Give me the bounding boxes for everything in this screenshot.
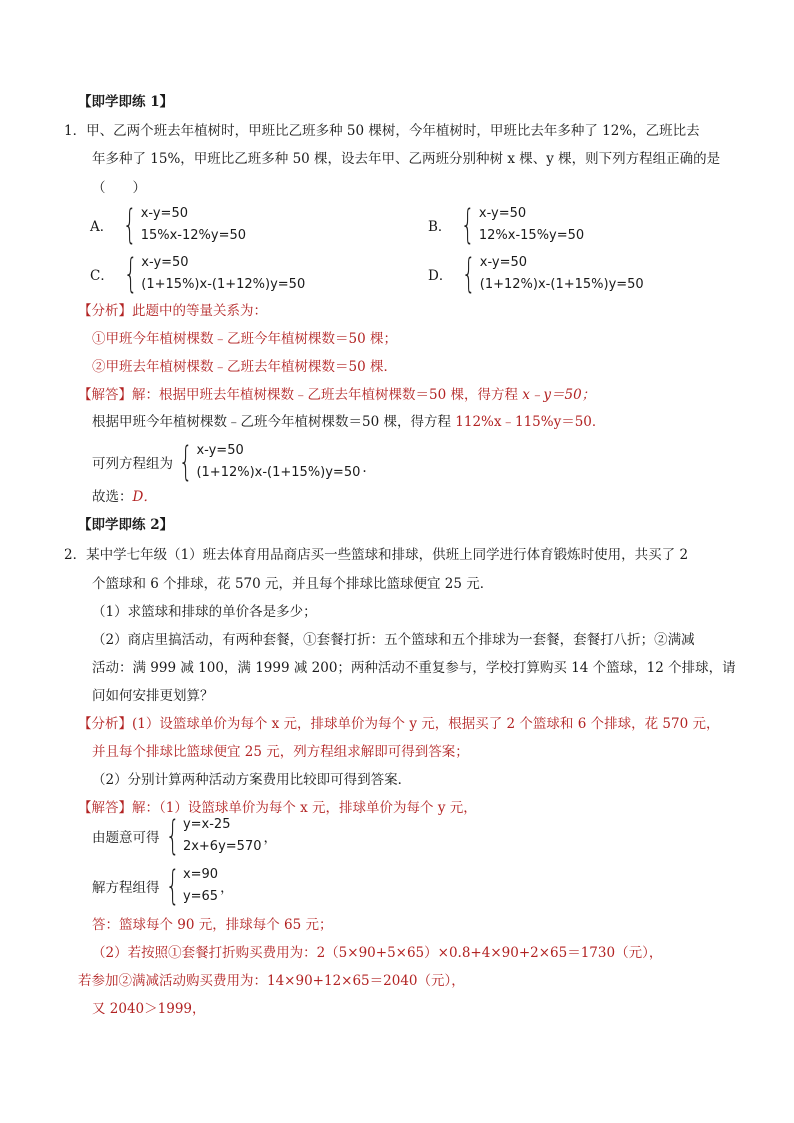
system1-suffix: ， bbox=[263, 830, 277, 846]
system1-eq2: 2x+6y=570 bbox=[182, 839, 262, 854]
question1-line3: （ ） bbox=[92, 180, 146, 196]
answer1-line1 bbox=[78, 385, 595, 405]
option-c-label: C． bbox=[90, 268, 114, 284]
answer1-line1-text: 【解答】解：根据甲班去年植树棵数﹣乙班去年植树棵数＝50 棵，得方程 bbox=[78, 387, 523, 403]
answer1-line2 bbox=[92, 412, 605, 432]
answer1-line1-eq: x﹣y＝50； bbox=[522, 387, 596, 403]
relation-2: ②甲班去年植树棵数﹣乙班去年植树棵数＝50 棵． bbox=[92, 359, 397, 375]
answer2-line1: 【解答】解：（1）设篮球单价为每个 x 元，排球单价为每个 y 元， bbox=[78, 800, 477, 816]
choice-prefix: 故选： bbox=[92, 489, 133, 505]
analysis2-line2: 并且每个排球比篮球便宜 25 元，列方程组求解即可得到答案； bbox=[92, 744, 469, 760]
answer1-line2-text: 根据甲班今年植树棵数﹣乙班今年植树棵数＝50 棵，得方程 bbox=[92, 414, 456, 430]
brace-icon: { bbox=[461, 202, 476, 248]
analysis1-heading: 【分析】此题中的等量关系为： bbox=[78, 303, 267, 319]
answer1-system-eq2: (1+12%)x-(1+15%)y=50 bbox=[196, 465, 361, 480]
system2-eq2: y=65 bbox=[182, 889, 219, 904]
section2-heading: 【即学即练 2】 bbox=[78, 517, 174, 533]
answer1-system bbox=[92, 440, 367, 484]
question2-line1: 2．某中学七年级（1）班去体育用品商店买一些篮球和排球，供班上同学进行体育锻炼时使用，共买了 2 bbox=[64, 547, 689, 563]
calc-line3: 又 2040＞1999， bbox=[92, 1001, 206, 1017]
option-d-eq2: (1+12%)x-(1+15%)y=50 bbox=[479, 277, 644, 292]
analysis2-line3: （2）分别计算两种活动方案费用比较即可得到答案． bbox=[92, 772, 412, 788]
question1-line2: 年多种了 15%，甲班比乙班多种 50 棵，设去年甲、乙两班分别种树 x 棵、y 棵，则下列方程组正确的是 bbox=[92, 151, 721, 167]
analysis2-line1: 【分析】(1）设篮球单价为每个 x 元，排球单价为每个 y 元，根据买了 2 个篮球和 6 个排球，花 570 元， bbox=[78, 716, 720, 732]
option-a-eq1: x-y=50 bbox=[140, 206, 188, 221]
calc-line1: （2）若按照①套餐打折购买费用为：2（5×90+5×65）×0.8+4×90+2×65＝1730（元）， bbox=[92, 945, 663, 961]
system1-eq1: y=x-25 bbox=[182, 817, 231, 832]
question2-sub1: （1）求篮球和排球的单价各是多少； bbox=[92, 604, 317, 620]
brace-icon: { bbox=[165, 813, 180, 859]
question1-line1: 1．甲、乙两个班去年植树时，甲班比乙班多种 50 棵树，今年植树时，甲班比去年多种了 12%，乙班比去 bbox=[64, 123, 700, 139]
brace-icon: { bbox=[123, 251, 138, 297]
choice-answer: D． bbox=[132, 489, 157, 505]
brace-icon: { bbox=[165, 863, 180, 909]
system2-eq1: x=90 bbox=[182, 867, 219, 882]
option-c-eq1: x-y=50 bbox=[141, 255, 189, 270]
question2-line2: 个篮球和 6 个排球，花 570 元，并且每个排球比篮球便宜 25 元． bbox=[92, 576, 494, 592]
system1-prefix: 由题意可得 bbox=[92, 830, 160, 846]
option-b-label: B． bbox=[428, 219, 452, 235]
system2-prefix: 解方程组得 bbox=[92, 880, 160, 896]
brace-icon: { bbox=[122, 202, 137, 248]
option-c bbox=[90, 252, 305, 296]
answer1-choice bbox=[92, 487, 157, 507]
calc-line2: 若参加②满减活动购买费用为：14×90+12×65＝2040（元）， bbox=[78, 973, 465, 989]
brace-icon: { bbox=[462, 251, 477, 297]
option-b-eq2: 12%x-15%y=50 bbox=[478, 228, 585, 243]
section1-heading: 【即学即练 1】 bbox=[78, 94, 174, 110]
brace-icon: { bbox=[178, 439, 193, 485]
question2-sub2-line1: （2）商店里搞活动，有两种套餐，①套餐打折：五个篮球和五个排球为一套餐，套餐打八折；②满减 bbox=[92, 632, 695, 648]
question2-sub2-line3: 问如何安排更划算？ bbox=[92, 688, 214, 704]
option-a-label: A． bbox=[90, 219, 114, 235]
option-c-eq2: (1+15%)x-(1+12%)y=50 bbox=[141, 277, 306, 292]
answer2-result: 答：篮球每个 90 元，排球每个 65 元； bbox=[92, 917, 333, 933]
answer1-system-suffix: . bbox=[362, 460, 367, 476]
relation-1: ①甲班今年植树棵数﹣乙班今年植树棵数＝50 棵； bbox=[92, 331, 397, 347]
answer1-system-prefix: 可列方程组为 bbox=[92, 456, 173, 472]
answer2-system2 bbox=[92, 864, 234, 908]
answer1-system-eq1: x-y=50 bbox=[196, 443, 244, 458]
option-a-eq2: 15%x-12%y=50 bbox=[140, 228, 247, 243]
option-d bbox=[428, 252, 644, 296]
option-b-eq1: x-y=50 bbox=[478, 206, 527, 221]
system2-suffix: ， bbox=[220, 880, 234, 896]
question2-sub2-line2: 活动：满 999 减 100，满 1999 减 200；两种活动不重复参与，学校打算购买 14 个篮球，12 个排球，请 bbox=[92, 660, 736, 676]
answer1-line2-eq: 112%x﹣115%y＝50． bbox=[455, 414, 606, 430]
option-d-eq1: x-y=50 bbox=[479, 255, 528, 270]
option-d-label: D． bbox=[428, 268, 453, 284]
option-a bbox=[90, 203, 246, 247]
answer2-system1 bbox=[92, 814, 277, 858]
option-b bbox=[428, 203, 584, 247]
